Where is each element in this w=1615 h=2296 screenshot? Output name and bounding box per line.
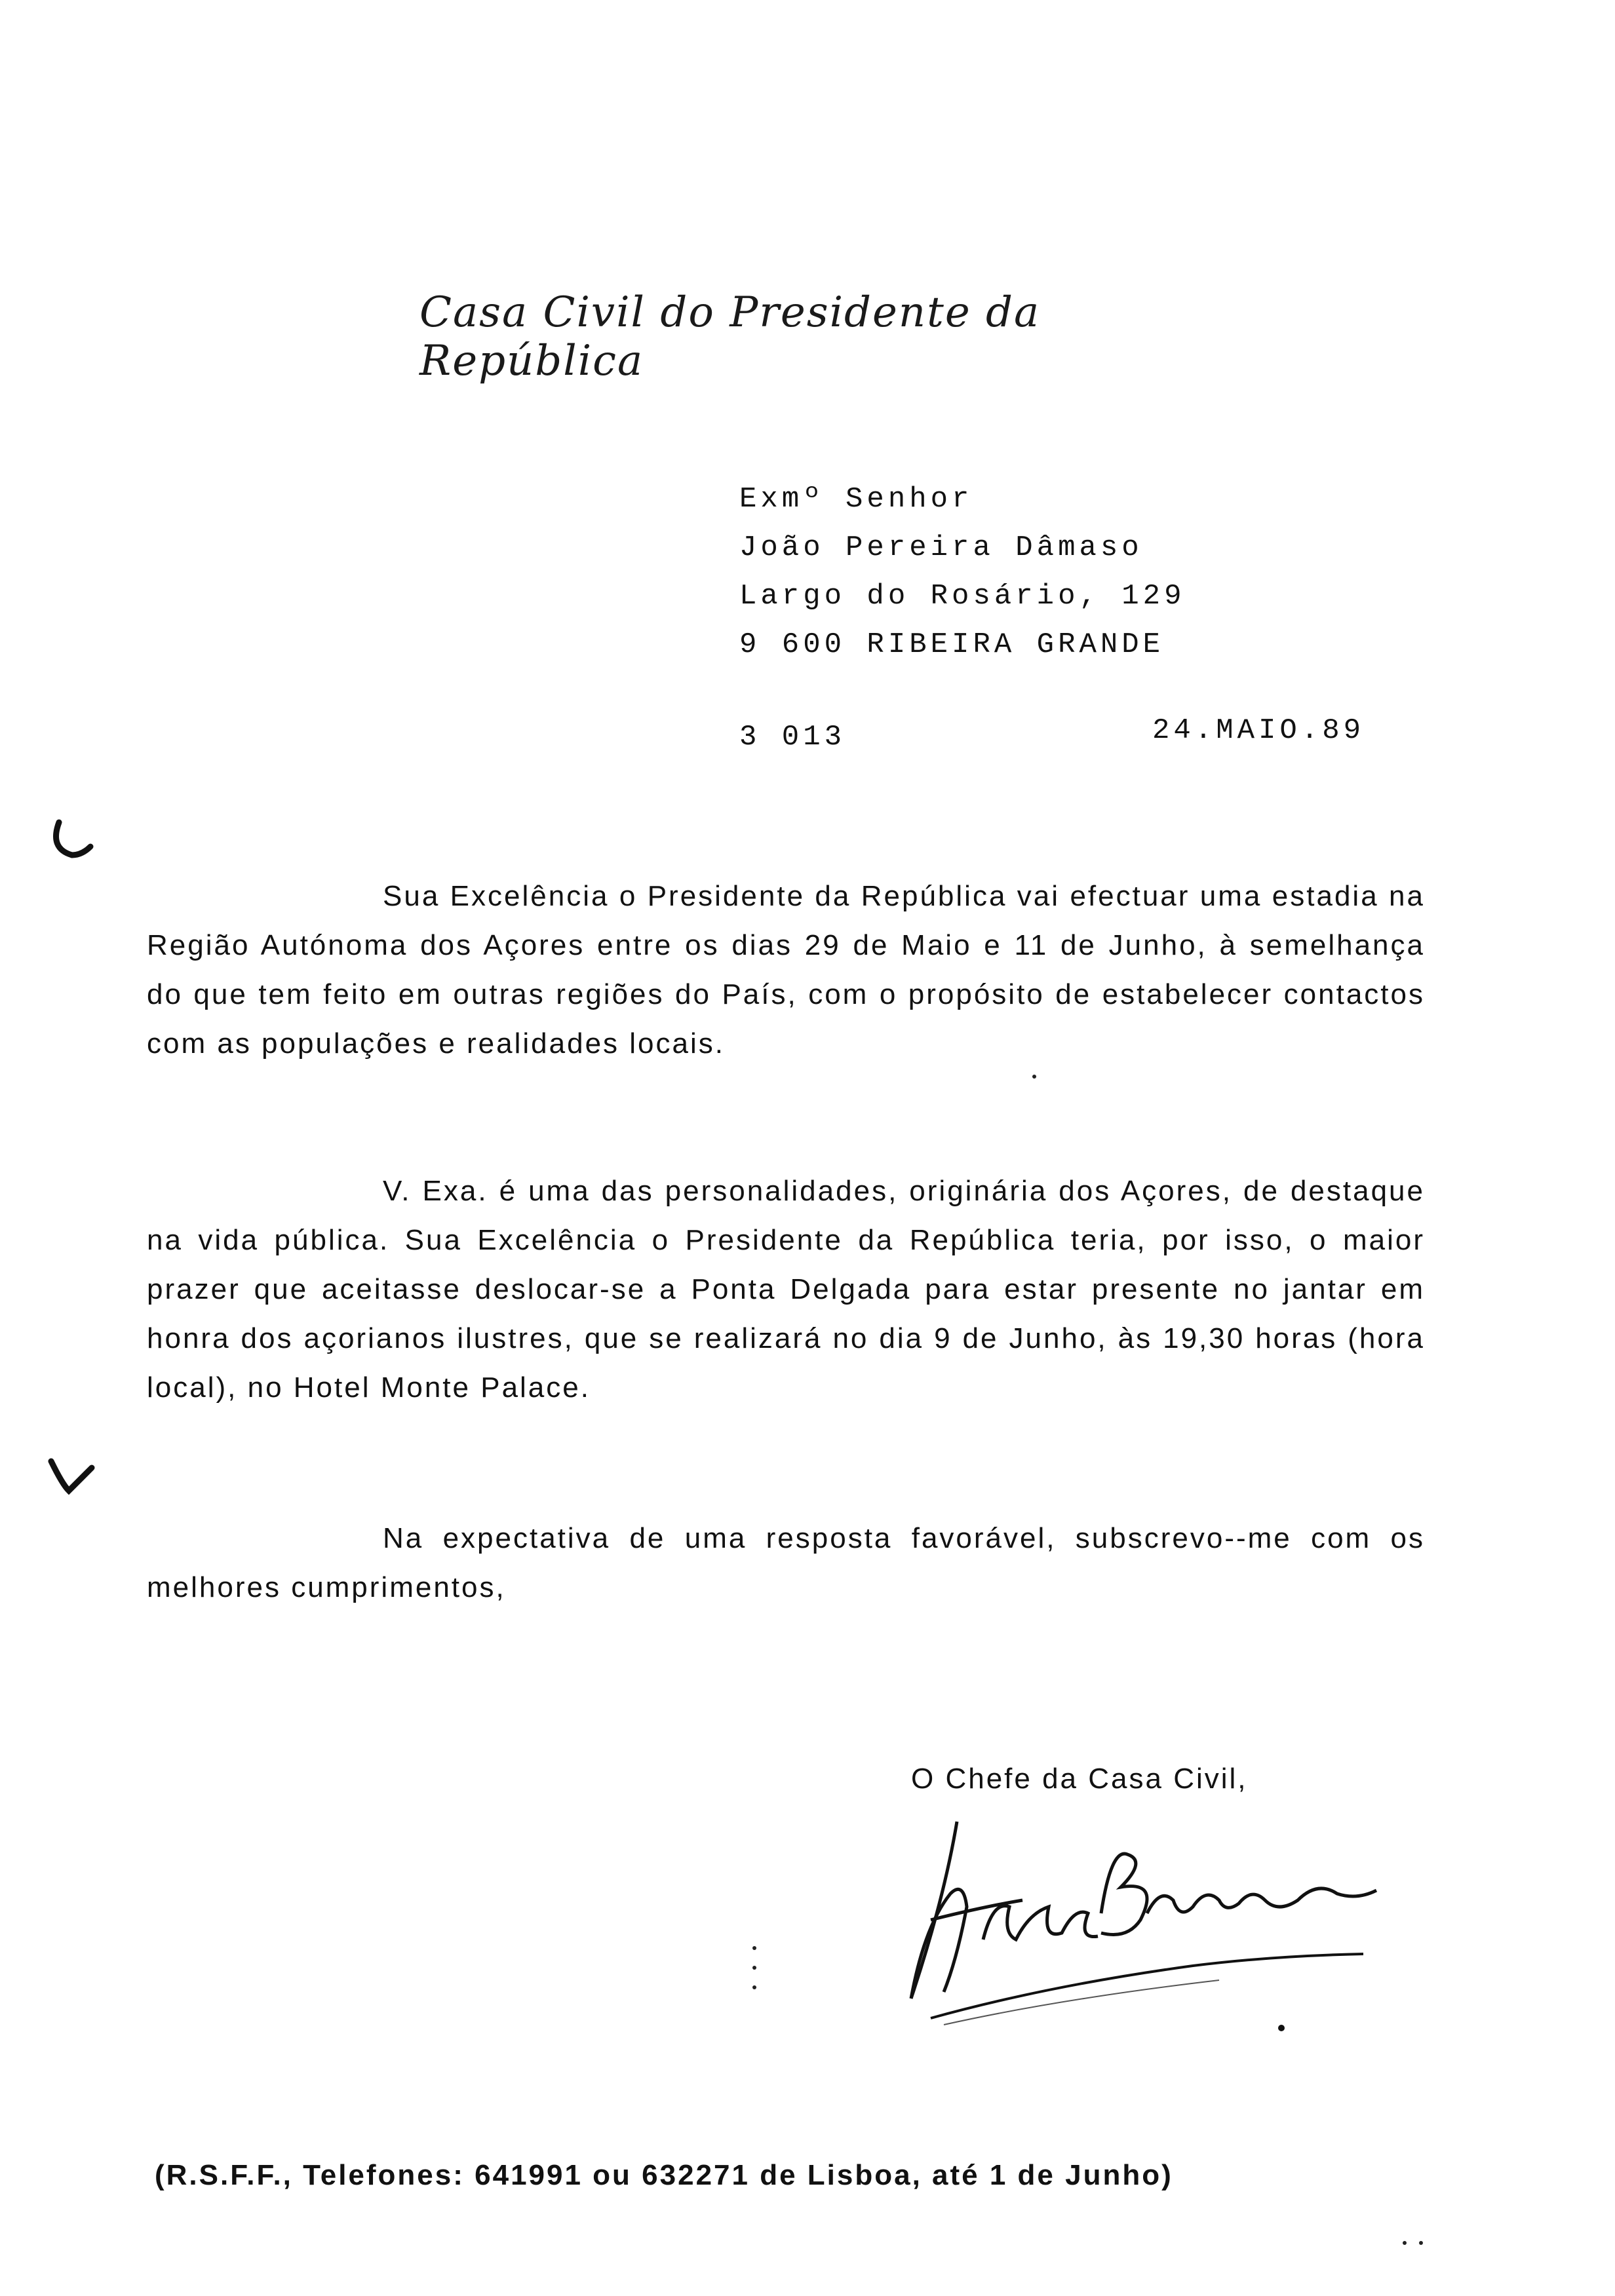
paragraph-3: Na expectativa de uma resposta favorável, subscrevo--me com os melhores cumprimentos, <box>147 1522 1425 1603</box>
recipient-salutation: Exmº Senhor <box>739 483 973 516</box>
recipient-address <box>739 475 1186 669</box>
letter-date: 24.MAIO.89 <box>1152 714 1365 747</box>
scan-speck <box>752 1966 756 1970</box>
closing-title: O Chefe da Casa Civil, <box>911 1763 1248 1795</box>
scan-speck <box>752 1946 756 1950</box>
reference-number: 3 013 <box>739 721 846 754</box>
letterhead: Casa Civil do Presidente da República <box>419 288 1041 385</box>
paragraph-2: V. Exa. é uma das personalidades, originária dos Açores, de destaque na vida pública. Sua Excelência o Presidente da República teria, por isso, o maior prazer que aceitasse deslocar-se a Ponta Delgada para estar presente no jantar em honra dos açorianos ilustres, que se realizará no dia 9 de Junho, às 19,30 horas (hora local), no Hotel Monte Palace. <box>147 1175 1425 1404</box>
recipient-street: Largo do Rosário, 129 <box>739 580 1186 613</box>
scan-speck <box>1032 1075 1036 1079</box>
footer-note: (R.S.F.F., Telefones: 641991 ou 632271 de Lisboa, até 1 de Junho) <box>155 2159 1173 2191</box>
scan-speck <box>1403 2241 1407 2245</box>
recipient-city: 9 600 RIBEIRA GRANDE <box>739 628 1165 661</box>
margin-mark-icon <box>46 1455 98 1501</box>
margin-mark-icon <box>46 819 98 865</box>
paragraph-1: Sua Excelência o Presidente da República vai efectuar uma estadia na Região Autónoma dos Açores entre os dias 29 de Maio e 11 de Junho, à semelhança do que tem feito em outras regiões do País, com o propósito de estabelecer contactos com as populações e realidades locais. <box>147 880 1425 1060</box>
scan-speck <box>1419 2241 1423 2245</box>
signature <box>852 1808 1390 2044</box>
recipient-name: João Pereira Dâmaso <box>739 531 1143 564</box>
scan-speck <box>752 1985 756 1989</box>
